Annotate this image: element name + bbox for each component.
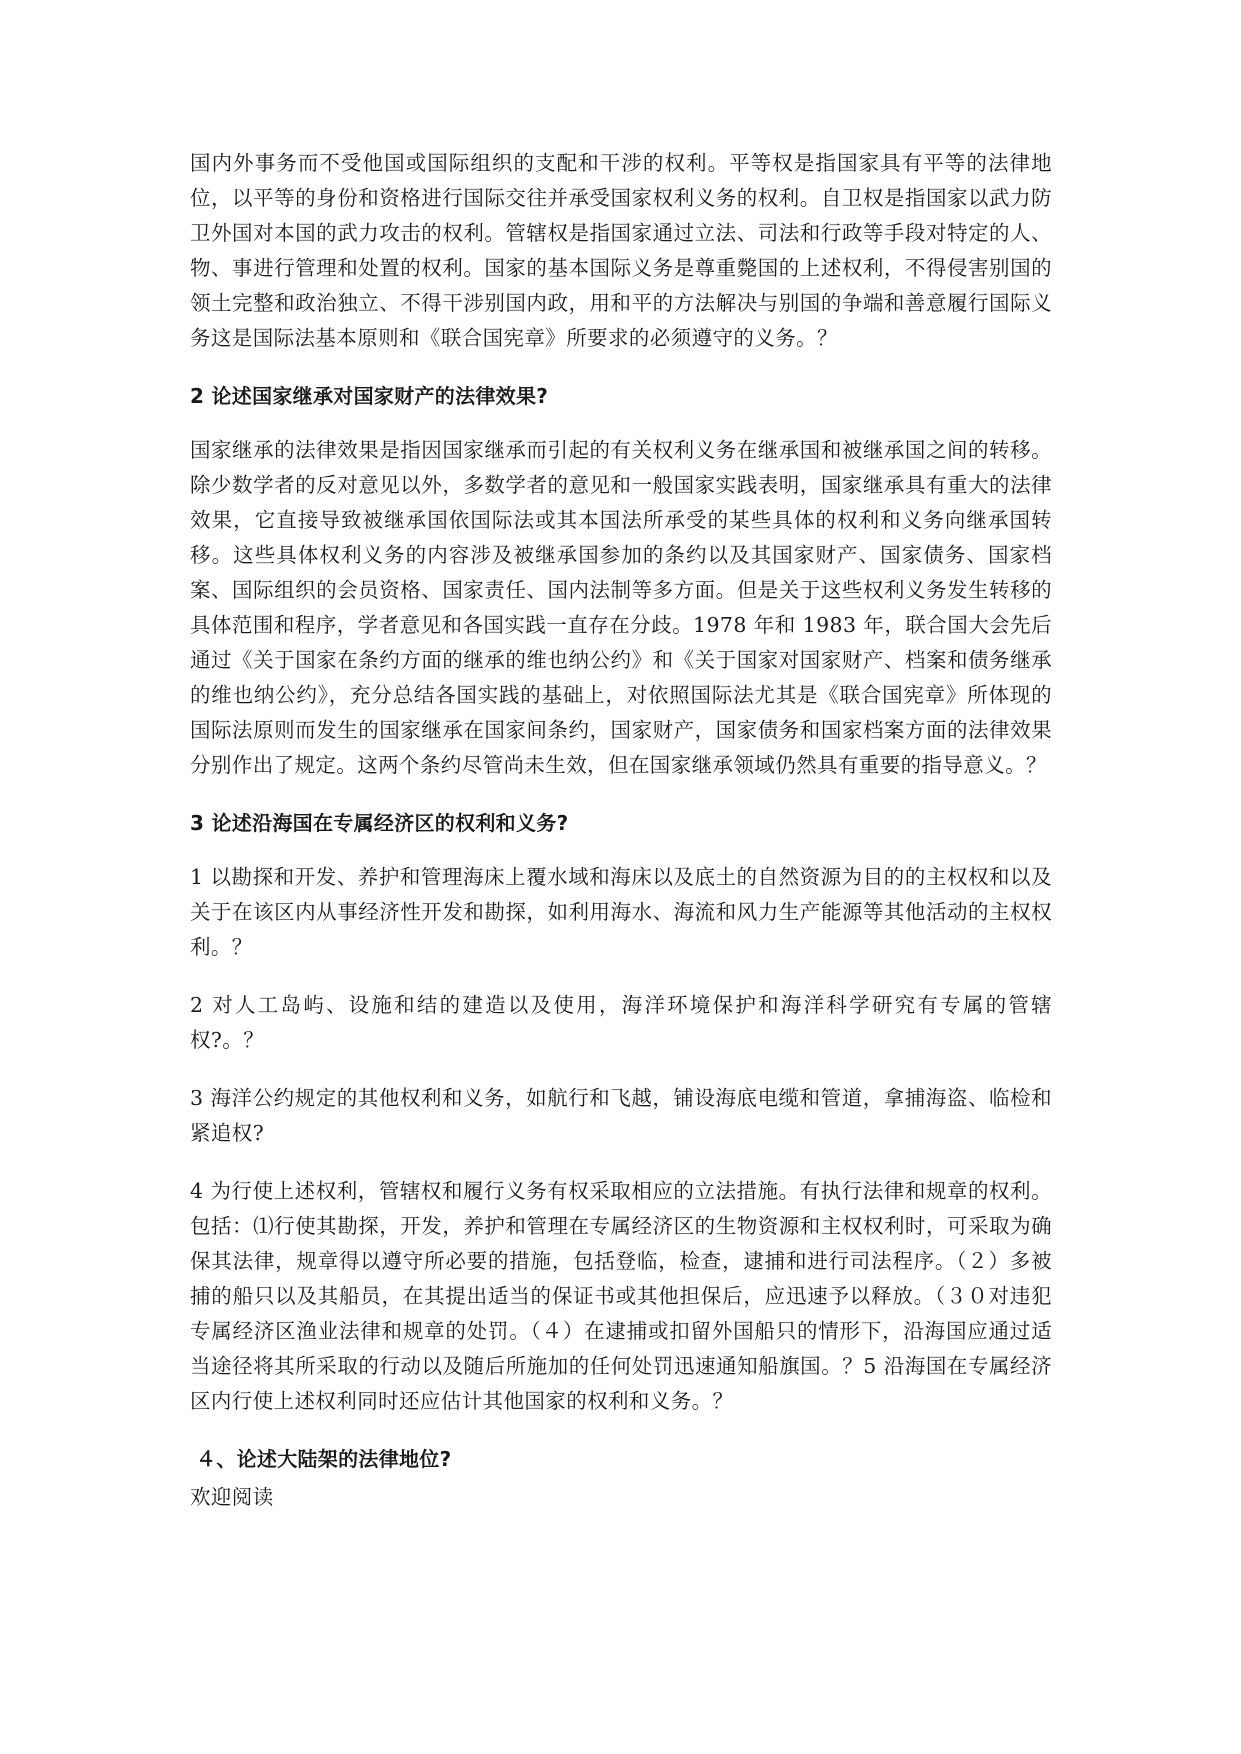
section-3-item-4: 4 为行使上述权利，管辖权和履行义务有权采取相应的立法措施。有执行法律和规章的权利。包括：⑴行使其勘探，开发，养护和管理在专属经济区的生物资源和主权权利时，可采取为确保其法律，规章得以遵守所必要的措施，包括登临，检查，逮捕和进行司法程序。（２）多被捕的船只以及其船员，在其提出适当的保证书或其他担保后，应迅速予以释放。（３０对违犯专属经济区渔业法律和规章的处罚。（４）在逮捕或扣留外国船只的情形下，沿海国应通过适当途径将其所采取的行动以及随后所施加的任何处罚迅速通知船旗国。？5 沿海国在专属经济区内行使上述权利同时还应估计其他国家的权利和义务。？ [190,1179,1052,1413]
section-2-heading: 2 论述国家继承对国家财产的法律效果? [190,384,549,408]
footer-text: 欢迎阅读 [190,1485,274,1509]
section-3-heading: 3 论述沿海国在专属经济区的权利和义务? [190,811,569,835]
section-2-paragraph: 国家继承的法律效果是指因国家继承而引起的有关权利义务在继承国和被继承国之间的转移。除少数学者的反对意见以外，多数学者的意见和一般国家实践表明，国家继承具有重大的法律效果，它直接导致被继承国依国际法或其本国法所承受的某些具体的权利和义务向继承国转移。这些具体权利义务的内容涉及被继承国参加的条约以及其国家财产、国家债务、国家档案、国际组织的会员资格、国家责任、国内法制等多方面。但是关于这些权利义务发生转移的具体范围和程序，学者意见和各国实践一直存在分歧。1978 年和 1983 年，联合国大会先后通过《关于国家在条约方面的继承的维也纳公约》和《关于国家对国家财产、档案和债务继承的维也纳公约》，充分总结各国实践的基础上，对依照国际法尤其是《联合国宪章》所体现的国际法原则而发生的国家继承在国家间条约，国家财产，国家债务和国家档案方面的法律效果分别作出了规定。这两个条约尽管尚未生效，但在国家继承领域仍然具有重要的指导意义。？ [190,438,1052,777]
intro-paragraph: 国内外事务而不受他国或国际组织的支配和干涉的权利。平等权是指国家具有平等的法律地位，以平等的身份和资格进行国际交往并承受国家权利义务的权利。自卫权是指国家以武力防卫外国对本国的武力攻击的权利。管辖权是指国家通过立法、司法和行政等手段对特定的人、物、事进行管理和处置的权利。国家的基本国际义务是尊重斃国的上述权利，不得侵害别国的领土完整和政治独立、不得干涉别国内政，用和平的方法解决与别国的争端和善意履行国际义务这是国际法基本原则和《联合国宪章》所要求的必须遵守的义务。？ [190,151,1052,350]
section-3-item-3: 3 海洋公约规定的其他权利和义务，如航行和飞越，铺设海底电缆和管道，拿捕海盗、临检和紧追权? [190,1086,1052,1145]
section-3-item-2: 2 对人工岛屿、设施和结的建造以及使用，海洋环境保护和海洋科学研究有专属的管辖权?。？ [190,993,1052,1052]
section-3-item-1: 1 以勘探和开发、养护和管理海床上覆水域和海床以及底土的自然资源为目的的主权权和以及关于在该区内从事经济性开发和勘探，如利用海水、海流和风力生产能源等其他活动的主权权利。？ [190,865,1052,959]
document-body [190,146,1052,1514]
section-4-heading: ４、论述大陆架的法律地位? [196,1447,452,1471]
